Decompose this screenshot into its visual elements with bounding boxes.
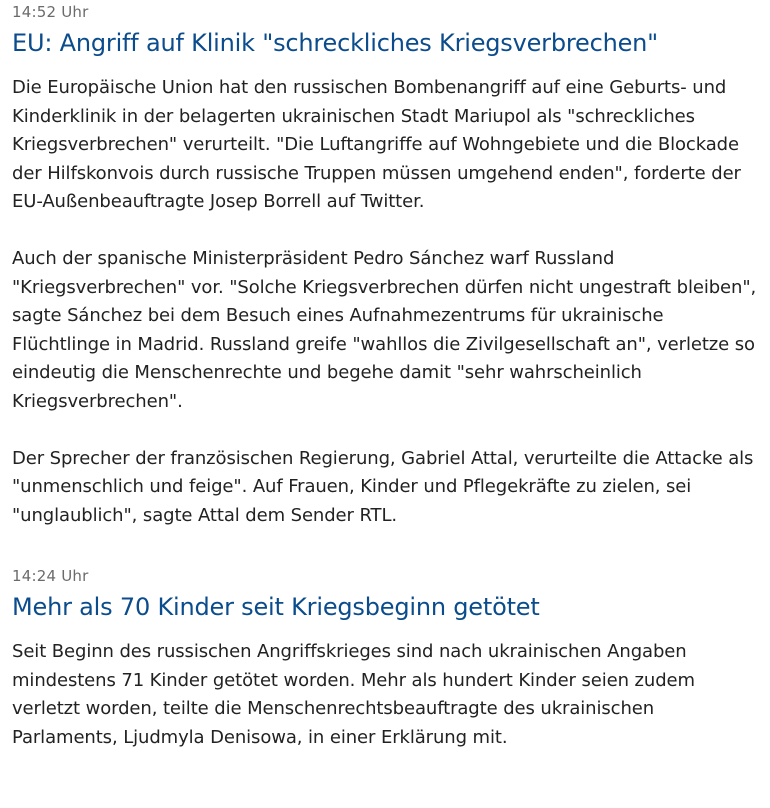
entry-paragraph: Auch der spanische Ministerpräsident Pedro Sánchez warf Russland "Kriegsverbrechen" vor. "Solche Kriegsverbrechen dürfen nicht ungestraft bleiben", sagte Sánchez bei dem Besuch eines Aufnahmezentrums für ukrainische Flüchtlinge in Madrid. Russland greife "wahllos die Zivilgesellschaft an", verletze so eindeutig die Menschenrechte und begehe damit "sehr wahrscheinlich Kriegsverbrechen".: [12, 248, 757, 412]
entry-paragraph: Die Europäische Union hat den russischen Bombenangriff auf eine Geburts- und Kinderklinik in der belagerten ukrainischen Stadt Mariupol als "schreckliches Kriegsverbrechen" verurteilt. "Die Luftangriffe auf Wohngebiete und die Blockade der Hilfskonvois durch russische Truppen müssen umgehend enden", forderte der EU-Außenbeauftragte Josep Borrell auf Twitter.: [12, 77, 741, 212]
entry-paragraph: Seit Beginn des russischen Angriffskrieges sind nach ukrainischen Angaben mindestens 71 Kinder getötet worden. Mehr als hundert Kinder seien zudem verletzt worden, teilte die Menschenrechtsbeauftragte des ukrainischen Parlaments, Ljudmyla Denisowa, in einer Erklärung mit.: [12, 641, 695, 748]
liveblog-feed: [0, 2, 770, 752]
entry-timestamp: 14:24 Uhr: [12, 567, 89, 585]
entry-headline[interactable]: Mehr als 70 Kinder seit Kriegsbeginn getötet: [12, 593, 540, 621]
liveblog-entry: [12, 566, 758, 752]
liveblog-entry: [12, 2, 758, 530]
entry-paragraph: Der Sprecher der französischen Regierung, Gabriel Attal, verurteilte die Attacke als "unmenschlich und feige". Auf Frauen, Kinder und Pflegekräfte zu zielen, sei "unglaublich", sagte Attal dem Sender RTL.: [12, 447, 754, 526]
entry-headline[interactable]: EU: Angriff auf Klinik "schreckliches Kriegsverbrechen": [12, 29, 659, 57]
entry-timestamp: 14:52 Uhr: [12, 3, 89, 21]
